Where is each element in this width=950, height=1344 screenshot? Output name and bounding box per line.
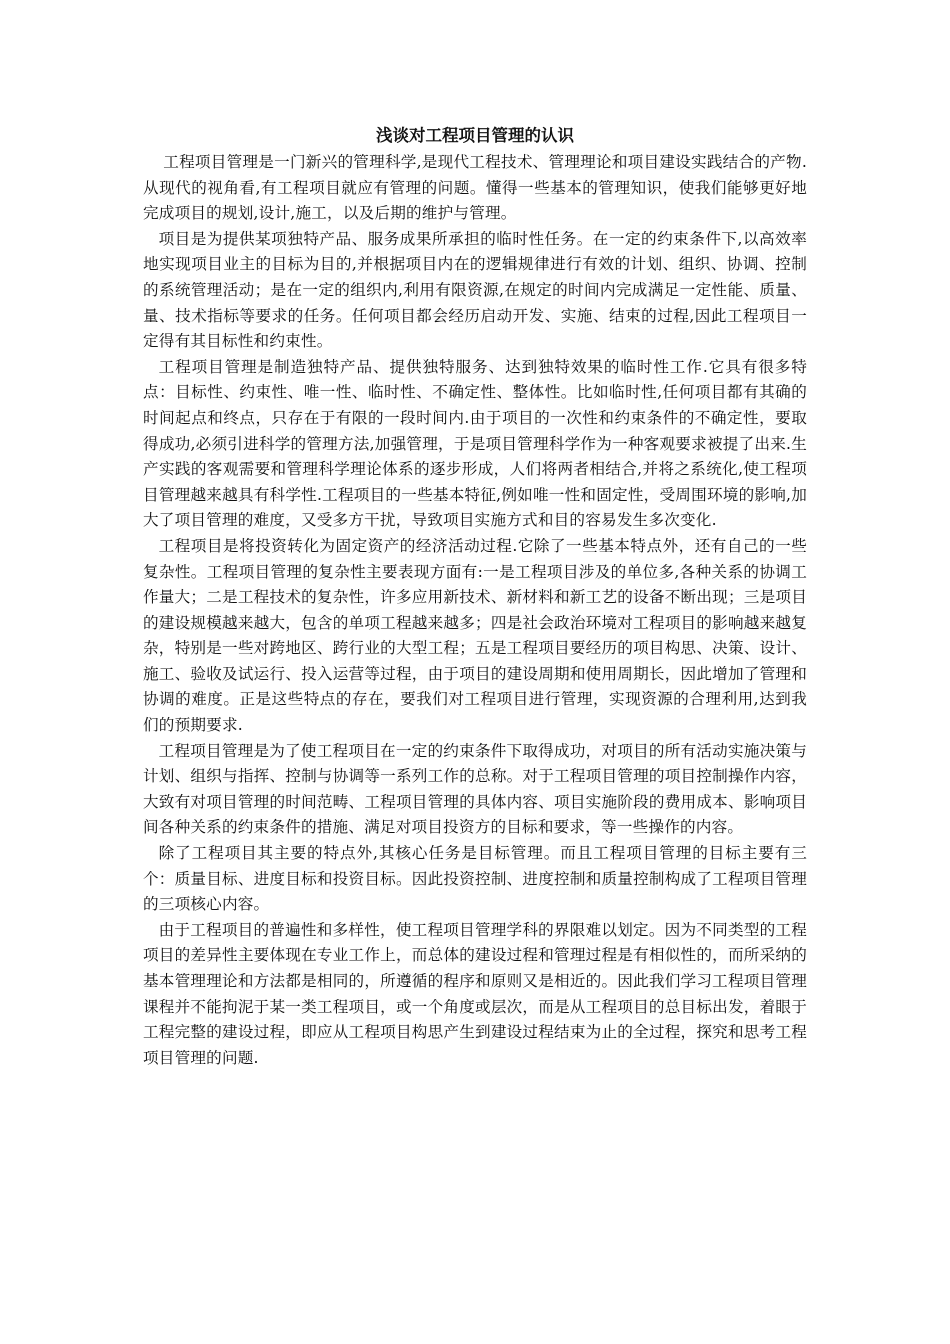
paragraph-2: 项目是为提供某项独特产品、服务成果所承担的临时性任务。在一定的约束条件下,以高效率地实现项目业主的目标为目的,并根据项目内在的逻辑规律进行有效的计划、组织、协调、控制的系统管理活动；是在一定的组织内,利用有限资源,在规定的时间内完成满足一定性能、质量、量、技术指标等要求的任务。任何项目都会经历启动开发、实施、结束的过程,因此工程项目一定得有其目标性和约束性。 [143,229,807,351]
paragraph-4: 工程项目是将投资转化为固定资产的经济活动过程.它除了一些基本特点外，还有自己的一些复杂性。工程项目管理的复杂性主要表现方面有:一是工程项目涉及的单位多,各种关系的协调工作量大；二是工程技术的复杂性，许多应用新技术、新材料和新工艺的设备不断出现；三是项目的建设规模越来越大，包含的单项工程越来越多；四是社会政治环境对工程项目的影响越来越复杂，特别是一些对跨地区、跨行业的大型工程；五是工程项目要经历的项目构思、决策、设计、施工、验收及试运行、投入运营等过程，由于项目的建设周期和使用周期长，因此增加了管理和协调的难度。正是这些特点的存在，要我们对工程项目进行管理，实现资源的合理利用,达到我们的预期要求. [143,536,807,735]
document-title: 浅谈对工程项目管理的认识 [376,126,574,145]
paragraph-7: 由于工程项目的普遍性和多样性，使工程项目管理学科的界限难以划定。因为不同类型的工程项目的差异性主要体现在专业工作上，而总体的建设过程和管理过程是有相似性的，而所采纳的基本管理理论和方法都是相同的，所遵循的程序和原则又是相近的。因此我们学习工程项目管理课程并不能拘泥于某一类工程项目，或一个角度或层次，而是从工程项目的总目标出发，着眼于工程完整的建设过程，即应从工程项目构思产生到建设过程结束为止的全过程，探究和思考工程项目管理的问题. [143,920,807,1067]
document-body [143,124,807,1071]
paragraph-6: 除了工程项目其主要的特点外,其核心任务是目标管理。而且工程项目管理的目标主要有三个：质量目标、进度目标和投资目标。因此投资控制、进度控制和质量控制构成了工程项目管理的三项核心内容。 [143,844,807,914]
paragraph-5: 工程项目管理是为了使工程项目在一定的约束条件下取得成功，对项目的所有活动实施决策与计划、组织与指挥、控制与协调等一系列工作的总称。对于工程项目管理的项目控制操作内容，大致有对项目管理的时间范畴、工程项目管理的具体内容、项目实施阶段的费用成本、影响项目间各种关系的约束条件的措施、满足对项目投资方的目标和要求，等一些操作的内容。 [143,741,807,837]
paragraph-1: 工程项目管理是一门新兴的管理科学,是现代工程技术、管理理论和项目建设实践结合的产物.从现代的视角看,有工程项目就应有管理的问题。懂得一些基本的管理知识，使我们能够更好地完成项目的规划,设计,施工，以及后期的维护与管理。 [143,153,807,223]
paragraph-3: 工程项目管理是制造独特产品、提供独特服务、达到独特效果的临时性工作.它具有很多特点：目标性、约束性、唯一性、临时性、不确定性、整体性。比如临时性,任何项目都有其确的时间起点和终点，只存在于有限的一段时间内.由于项目的一次性和约束条件的不确定性，要取得成功,必须引进科学的管理方法,加强管理，于是项目管理科学作为一种客观要求被提了出来.生产实践的客观需要和管理科学理论体系的逐步形成，人们将两者相结合,并将之系统化,使工程项目管理越来越具有科学性.工程项目的一些基本特征,例如唯一性和固定性，受周围环境的影响,加大了项目管理的难度，又受多方干扰，导致项目实施方式和目的容易发生多次变化. [143,357,807,530]
